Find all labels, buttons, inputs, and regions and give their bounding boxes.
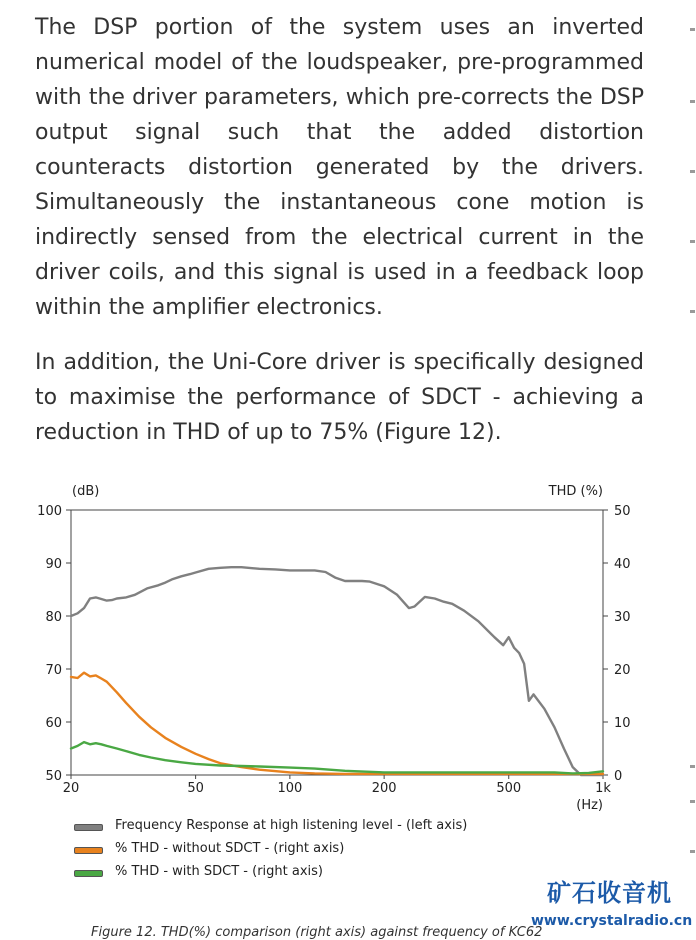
series-thd-without-sdct <box>71 673 603 774</box>
y-left-tick-label: 100 <box>37 504 62 519</box>
plot-frame <box>71 510 603 775</box>
legend-label: % THD - with SDCT - (right axis) <box>115 864 323 879</box>
legend-swatch-green <box>74 870 103 877</box>
y-left-tick-label: 60 <box>45 716 62 731</box>
x-axis-label: (Hz) <box>576 798 603 813</box>
legend-label: Frequency Response at high listening level - (left axis) <box>115 818 468 833</box>
x-tick-label: 20 <box>62 781 80 796</box>
y-right-tick-label: 20 <box>614 663 631 678</box>
x-tick-label: 100 <box>277 781 303 796</box>
legend-swatch-orange <box>74 847 103 854</box>
y-left-tick-label: 90 <box>45 557 62 572</box>
y-right-tick-label: 10 <box>614 716 631 731</box>
x-tick-label: 50 <box>187 781 204 796</box>
y-right-tick-label: 50 <box>614 504 631 519</box>
y-right-tick-label: 0 <box>614 769 623 784</box>
series-lines <box>71 567 603 775</box>
y-left-axis-label: (dB) <box>72 484 100 499</box>
x-tick-label: 500 <box>496 781 522 796</box>
figure-caption: Figure 12. THD(%) comparison (right axis) against frequency of KC62 <box>91 925 543 940</box>
x-tick-label: 1k <box>595 781 611 796</box>
watermark-logo: 矿石收音机 <box>547 879 672 907</box>
thd-frequency-chart <box>0 478 660 818</box>
y-right-tick-label: 30 <box>614 610 631 625</box>
body-paragraph-2: In addition, the Uni-Core driver is specifically designed to maximise the performance of SDCT - achieving a reduction in THD of up to 75% (Figure 12). <box>35 350 644 445</box>
y-right-axis-label: THD (%) <box>548 484 603 499</box>
series-thd-with-sdct <box>71 742 603 773</box>
legend-label: % THD - without SDCT - (right axis) <box>115 841 345 856</box>
tick-marks <box>66 510 608 779</box>
y-left-tick-label: 70 <box>45 663 62 678</box>
y-left-tick-label: 50 <box>45 769 62 784</box>
y-left-tick-label: 80 <box>45 610 62 625</box>
legend-swatch-grey <box>74 824 103 831</box>
watermark-url: www.crystalradio.cn <box>531 913 693 929</box>
body-paragraph-1: The DSP portion of the system uses an inverted numerical model of the loudspeaker, pre-programmed with the driver parameters, which pre-corrects the DSP output signal such that the added distortion counteracts distortion generated by the drivers. Simultaneously the instantaneous cone motion is indirectly sensed from the electrical current in the driver coils, and this signal is used in a feedback loop within the amplifier electronics. <box>35 15 644 320</box>
x-tick-label: 200 <box>371 781 397 796</box>
y-right-tick-label: 40 <box>614 557 631 572</box>
next-page-edge <box>690 0 696 937</box>
series-frequency-response <box>71 567 603 775</box>
